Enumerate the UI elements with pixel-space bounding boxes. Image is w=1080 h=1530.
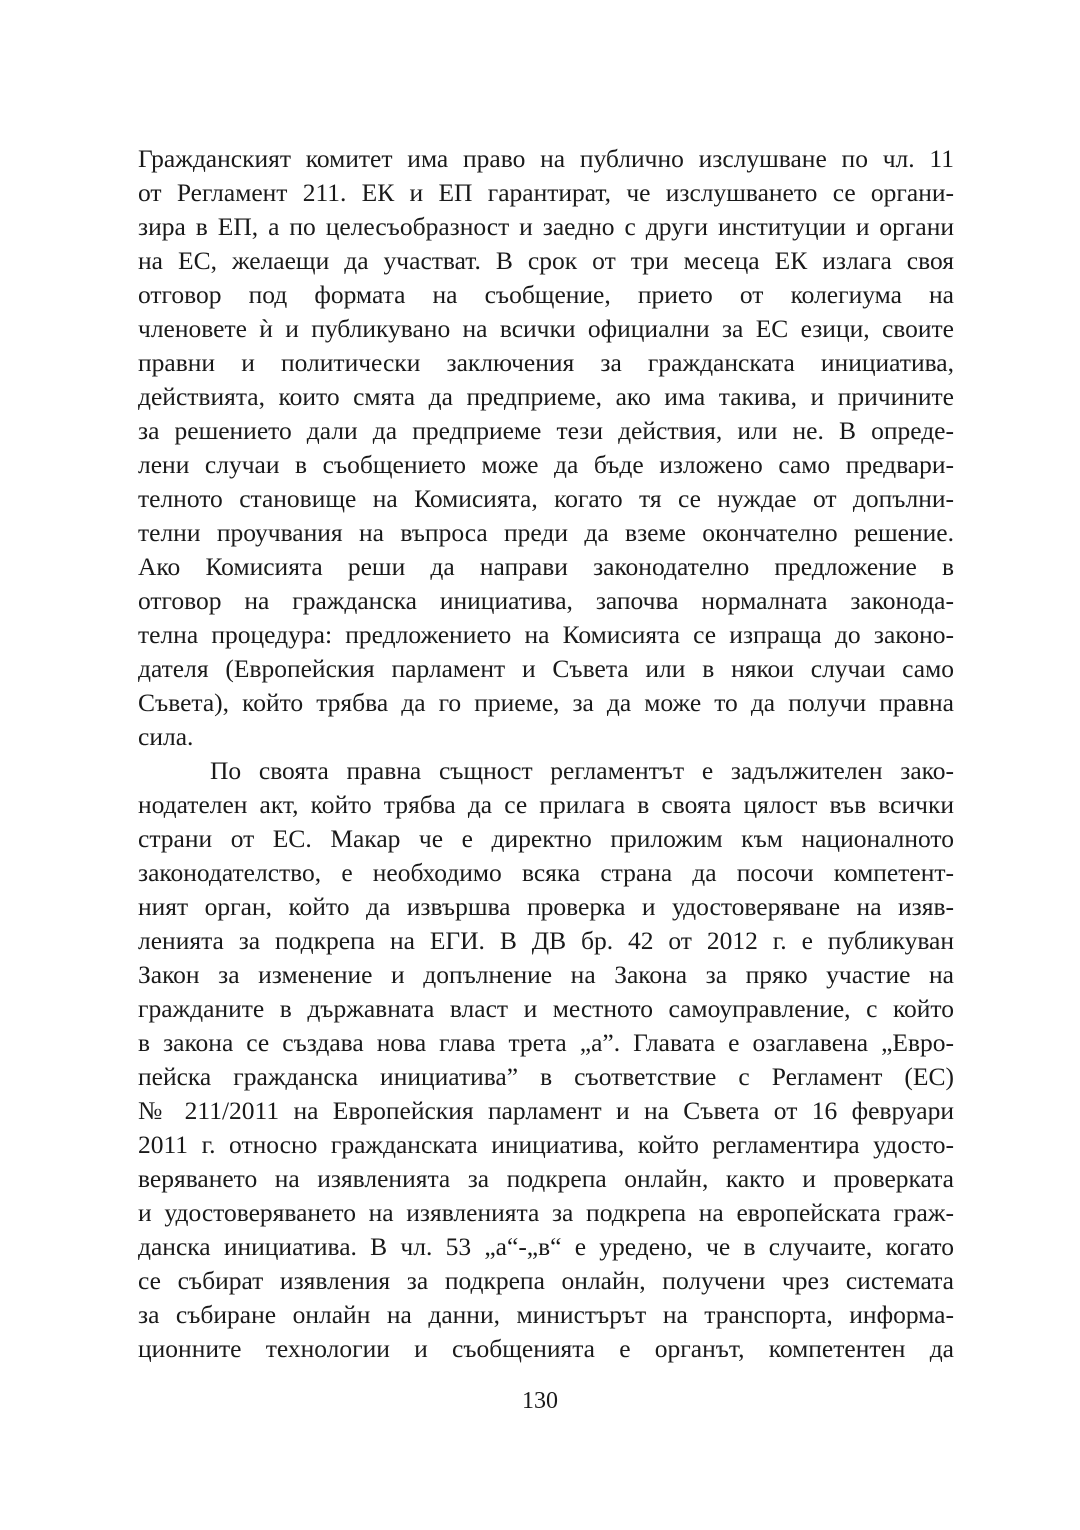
text-line: нодателен акт, който трябва да се прилага в своята цялост във всички xyxy=(138,790,954,819)
text-line: законодателство, е необходимо всяка страна да посочи компетент- xyxy=(138,858,954,887)
text-line: отговор под формата на съобщение, прието от колегиума на xyxy=(138,280,954,309)
text-line: гражданите в държавната власт и местното самоуправление, с който xyxy=(138,994,954,1023)
text-line: правни и политически заключения за гражданската инициатива, xyxy=(138,348,954,377)
text-line: телното становище на Комисията, когато тя се нуждае от допълни- xyxy=(138,484,954,513)
page-number: 130 xyxy=(522,1388,558,1414)
text-line: 2011 г. относно гражданската инициатива, който регламентира удосто- xyxy=(138,1130,954,1159)
text-line: данска инициатива. В чл. 53 „а“-„в“ е уредено, че в случаите, когато xyxy=(138,1232,954,1261)
text-line: действията, които смята да предприеме, ако има такива, и причините xyxy=(138,382,954,411)
paragraph-2 xyxy=(138,754,954,1366)
text-line: По своята правна същност регламентът е задължителен зако- xyxy=(210,756,954,785)
text-line: пейска гражданска инициатива” в съответствие с Регламент (ЕС) xyxy=(138,1062,954,1091)
text-line: Закон за изменение и допълнение на Закона за пряко участие на xyxy=(138,960,954,989)
text-line: отговор на гражданска инициатива, започва нормалната законода- xyxy=(138,586,954,615)
text-line: ционните технологии и съобщенията е органът, компетентен да xyxy=(138,1334,954,1363)
text-line: се събират изявления за подкрепа онлайн, получени чрез системата xyxy=(138,1266,954,1295)
text-line: телна процедура: предложението на Комисията се изпраща до законо- xyxy=(138,620,954,649)
text-line: за събиране онлайн на данни, министърът на транспорта, информа- xyxy=(138,1300,954,1329)
text-line: от Регламент 211. ЕК и ЕП гарантират, че изслушването се органи- xyxy=(138,178,954,207)
text-line: в закона се създава нова глава трета „а”. Главата е озаглавена „Евро- xyxy=(138,1028,954,1057)
text-line: дателя (Европейския парламент и Съвета или в някои случаи само xyxy=(138,654,954,683)
paragraph-1 xyxy=(138,142,954,754)
text-line: ният орган, който да извършва проверка и удостоверяване на изяв- xyxy=(138,892,954,921)
body-text xyxy=(138,142,954,1366)
text-line: и удостоверяването на изявленията за подкрепа на европейската граж- xyxy=(138,1198,954,1227)
text-line: № 211/2011 на Европейския парламент и на Съвета от 16 февруари xyxy=(138,1096,954,1125)
text-line: зира в ЕП, а по целесъобразност и заедно с други институции и органи xyxy=(138,212,954,241)
text-line: за решението дали да предприеме тези действия, или не. В опреде- xyxy=(138,416,954,445)
text-line: Гражданският комитет има право на публично изслушване по чл. 11 xyxy=(138,144,954,173)
text-line: Ако Комисията реши да направи законодателно предложение в xyxy=(138,552,954,581)
text-line: лени случаи в съобщението може да бъде изложено само предвари- xyxy=(138,450,954,479)
text-line: ленията за подкрепа на ЕГИ. В ДВ бр. 42 от 2012 г. е публикуван xyxy=(138,926,954,955)
text-line: Съвета), който трябва да го приеме, за да може то да получи правна xyxy=(138,688,954,717)
text-line: страни от ЕС. Макар че е директно приложим към националното xyxy=(138,824,954,853)
text-line: на ЕС, желаещи да участват. В срок от три месеца ЕК излага своя xyxy=(138,246,954,275)
text-line: сила. xyxy=(138,722,194,751)
text-line: членовете ѝ и публикувано на всички официални за ЕС езици, своите xyxy=(138,314,954,343)
text-line: телни проучвания на въпроса преди да вземе окончателно решение. xyxy=(138,518,954,547)
text-line: веряването на изявленията за подкрепа онлайн, както и проверката xyxy=(138,1164,954,1193)
